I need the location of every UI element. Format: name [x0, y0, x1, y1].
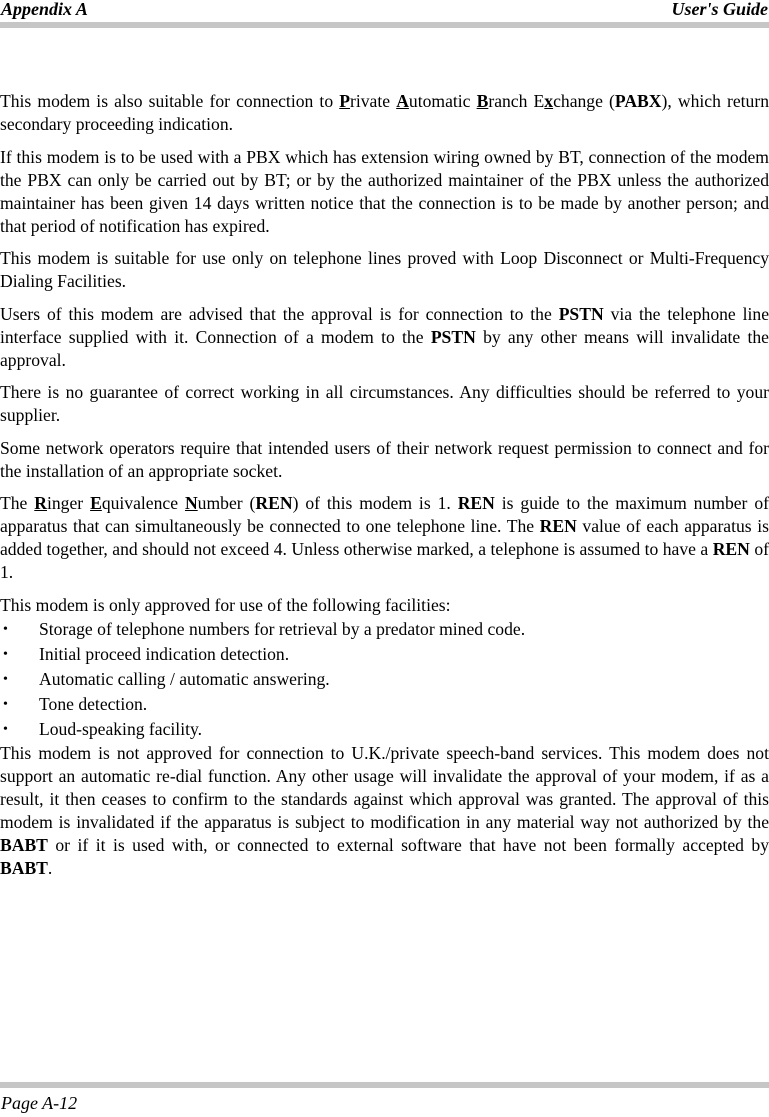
header-section-title: Appendix A	[1, 0, 88, 19]
list-item: • Automatic calling / automatic answering.	[0, 667, 769, 692]
list-item: • Storage of telephone numbers for retrieval by a predator mined code.	[0, 617, 769, 642]
paragraph-pbx-wiring: If this modem is to be used with a PBX which has extension wiring owned by BT, connection of the modem the PBX can only be carried out by BT; or by the authorized maintainer of the PBX unless the authorized maintainer has been given 14 days written notice that the connection is to be made by another person; and that period of notification has expired.	[0, 146, 769, 236]
header-rule	[0, 22, 769, 28]
paragraph-babt: This modem is not approved for connection to U.K./private speech-band services. This modem does not support an automatic re-dial function. Any other usage will invalidate the approval of your modem, if as a result, it then ceases to confirm to the standards against which approval was granted. The approval of this modem is invalidated if the apparatus is subject to modification in any material way not authorized by the BABT or if it is used with, or connected to external software that have not been formally accepted by BABT.	[0, 742, 769, 878]
list-item: • Tone detection.	[0, 692, 769, 717]
bullet-icon: •	[3, 621, 8, 637]
list-item: • Initial proceed indication detection.	[0, 642, 769, 667]
paragraph-dialing-facilities: This modem is suitable for use only on telephone lines proved with Loop Disconnect or Multi-Frequency Dialing Facilities.	[0, 248, 769, 291]
paragraph-facilities-intro: This modem is only approved for use of the following facilities:	[0, 594, 451, 615]
paragraph-network-operators: Some network operators require that intended users of their network request permission to connect and for the installation of an appropriate socket.	[0, 437, 769, 481]
paragraph-ren: The Ringer Equivalence Number (REN) of this modem is 1. REN is guide to the maximum number of apparatus that can simultaneously be connected to one telephone line. The REN value of each apparatus is added together, and should not exceed 4. Unless otherwise marked, a telephone is assumed to have a REN of 1.	[0, 493, 769, 582]
paragraph-pabx: This modem is also suitable for connection to Private Automatic Branch Exchange (PABX), which return secondary proceeding indication.	[0, 91, 769, 134]
page-number: Page A-12	[1, 1093, 78, 1113]
list-item: • Loud-speaking facility.	[0, 717, 769, 742]
page-body	[0, 90, 769, 889]
paragraph-pstn-approval: Users of this modem are advised that the approval is for connection to the PSTN via the telephone line interface supplied with it. Connection of a modem to the PSTN by any other means will invalidate the approval.	[0, 303, 769, 370]
facilities-list	[0, 617, 769, 742]
header-document-title: User's Guide	[671, 0, 768, 19]
footer-rule	[0, 1082, 769, 1088]
page-header	[0, 0, 769, 22]
bullet-icon: •	[3, 671, 8, 687]
paragraph-no-guarantee: There is no guarantee of correct working in all circumstances. Any difficulties should be referred to your supplier.	[0, 382, 769, 425]
bullet-icon: •	[3, 721, 8, 737]
bullet-icon: •	[3, 696, 8, 712]
bullet-icon: •	[3, 646, 8, 662]
